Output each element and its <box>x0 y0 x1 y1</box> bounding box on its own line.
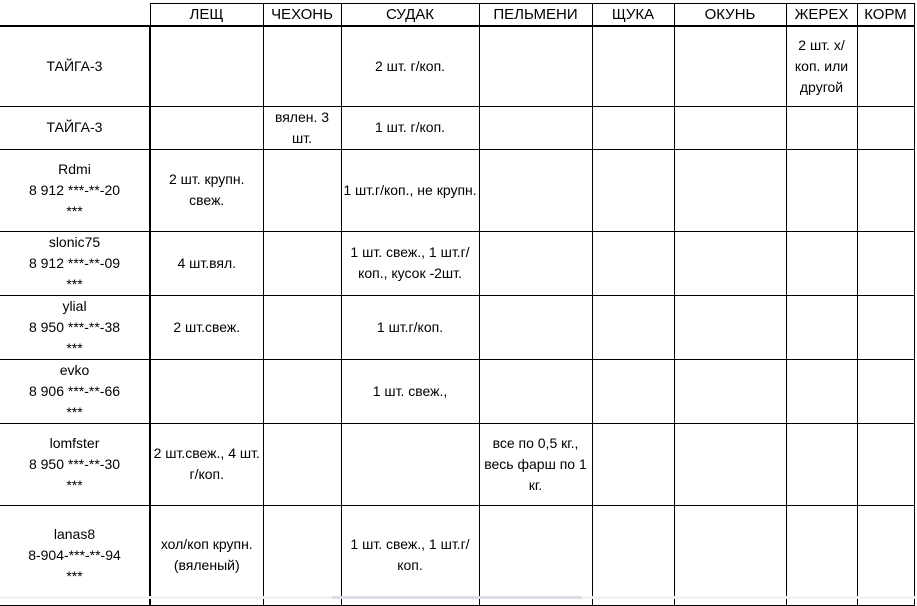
column-header-schuka[interactable]: ЩУКА <box>592 4 674 27</box>
order-cell-okun[interactable] <box>674 359 786 423</box>
order-cell-chehon[interactable] <box>263 505 341 605</box>
order-cell-lesch[interactable]: 4 шт.вял. <box>150 231 263 295</box>
order-cell-pelmeni[interactable] <box>479 26 592 106</box>
customer-nickname: lomfster <box>49 434 100 451</box>
customer-phone-suffix: *** <box>66 403 83 420</box>
customer-name-cell[interactable] <box>0 359 150 423</box>
order-cell-zhereh[interactable] <box>786 231 857 295</box>
column-header-lesch[interactable]: ЛЕЩ <box>150 4 263 27</box>
order-cell-lesch[interactable]: 2 шт.свеж., 4 шт. г/коп. <box>150 423 263 505</box>
order-cell-schuka[interactable] <box>592 295 674 359</box>
order-cell-schuka[interactable] <box>592 106 674 149</box>
order-cell-zhereh[interactable]: 2 шт. х/коп. или другой <box>786 26 857 106</box>
order-cell-okun[interactable] <box>674 295 786 359</box>
order-cell-zhereh[interactable] <box>786 106 857 149</box>
order-cell-chehon[interactable] <box>263 149 341 231</box>
order-cell-okun[interactable] <box>674 423 786 505</box>
order-cell-sudak[interactable]: 1 шт. свеж., <box>341 359 479 423</box>
customer-name-cell[interactable] <box>0 295 150 359</box>
order-cell-schuka[interactable] <box>592 149 674 231</box>
fish-order-table <box>0 3 915 606</box>
column-header-chehon[interactable]: ЧЕХОНЬ <box>263 4 341 27</box>
order-cell-korm[interactable] <box>857 423 914 505</box>
order-cell-schuka[interactable] <box>592 359 674 423</box>
customer-name-cell[interactable] <box>0 149 150 231</box>
column-header-korm[interactable]: КОРМ <box>857 4 914 27</box>
customer-nickname: slonic75 <box>48 233 101 250</box>
customer-phone: 8 950 ***-**-38 <box>28 318 121 335</box>
column-header-zhereh[interactable]: ЖЕРЕХ <box>786 4 857 27</box>
customer-phone-suffix: *** <box>66 476 83 493</box>
order-cell-sudak[interactable]: 1 шт. г/коп. <box>341 106 479 149</box>
order-cell-okun[interactable] <box>674 149 786 231</box>
customer-nickname: ТАЙГА-3 <box>46 57 103 74</box>
customer-phone-suffix: *** <box>66 339 83 356</box>
table-row <box>0 26 914 106</box>
order-cell-zhereh[interactable] <box>786 149 857 231</box>
order-cell-lesch[interactable]: хол/коп крупн. (вяленый) <box>150 505 263 605</box>
table-row <box>0 106 914 149</box>
customer-phone: 8 906 ***-**-66 <box>28 382 121 399</box>
customer-nickname: ylial <box>62 297 87 314</box>
table-row <box>0 231 914 295</box>
order-cell-pelmeni[interactable] <box>479 149 592 231</box>
order-cell-chehon[interactable] <box>263 295 341 359</box>
order-cell-chehon[interactable]: вялен. 3 шт. <box>263 106 341 149</box>
table-row <box>0 295 914 359</box>
order-cell-pelmeni[interactable] <box>479 106 592 149</box>
order-cell-okun[interactable] <box>674 106 786 149</box>
order-cell-korm[interactable] <box>857 295 914 359</box>
order-cell-zhereh[interactable] <box>786 505 857 605</box>
order-cell-sudak[interactable]: 2 шт. г/коп. <box>341 26 479 106</box>
order-cell-okun[interactable] <box>674 26 786 106</box>
customer-name-cell[interactable] <box>0 505 150 605</box>
order-cell-lesch[interactable] <box>150 359 263 423</box>
order-cell-chehon[interactable] <box>263 26 341 106</box>
customer-phone: 8 950 ***-**-30 <box>28 455 121 472</box>
order-cell-zhereh[interactable] <box>786 423 857 505</box>
customer-phone-suffix: *** <box>66 567 83 584</box>
order-cell-chehon[interactable] <box>263 359 341 423</box>
order-cell-pelmeni[interactable] <box>479 295 592 359</box>
column-header-sudak[interactable]: СУДАК <box>341 4 479 27</box>
order-cell-pelmeni[interactable] <box>479 359 592 423</box>
customer-phone: 8 912 ***-**-20 <box>28 181 121 198</box>
table-row <box>0 359 914 423</box>
order-cell-korm[interactable] <box>857 359 914 423</box>
customer-name-cell[interactable] <box>0 423 150 505</box>
order-cell-lesch[interactable]: 2 шт. крупн. свеж. <box>150 149 263 231</box>
customer-phone: 8 912 ***-**-09 <box>28 254 121 271</box>
order-cell-schuka[interactable] <box>592 26 674 106</box>
order-cell-zhereh[interactable] <box>786 359 857 423</box>
order-cell-zhereh[interactable] <box>786 295 857 359</box>
table-row <box>0 149 914 231</box>
customer-name-cell[interactable] <box>0 26 150 106</box>
order-cell-korm[interactable] <box>857 231 914 295</box>
order-cell-lesch[interactable] <box>150 106 263 149</box>
table-row <box>0 505 914 605</box>
order-cell-sudak[interactable] <box>341 423 479 505</box>
order-cell-sudak[interactable]: 1 шт.г/коп. <box>341 295 479 359</box>
order-cell-pelmeni[interactable] <box>479 231 592 295</box>
order-cell-okun[interactable] <box>674 505 786 605</box>
customer-name-cell[interactable] <box>0 106 150 149</box>
order-cell-chehon[interactable] <box>263 423 341 505</box>
customer-name-cell[interactable] <box>0 231 150 295</box>
order-cell-sudak[interactable]: 1 шт.г/коп., не крупн. <box>341 149 479 231</box>
header-corner-cell[interactable] <box>0 4 150 27</box>
header-row <box>0 4 914 27</box>
customer-nickname: ТАЙГА-3 <box>46 119 103 135</box>
customer-nickname: Rdmi <box>58 160 91 177</box>
order-cell-korm[interactable] <box>857 149 914 231</box>
order-cell-sudak[interactable]: 1 шт. свеж., 1 шт.г/коп., кусок -2шт. <box>341 231 479 295</box>
customer-phone: 8-904-***-**-94 <box>28 546 121 563</box>
order-cell-pelmeni[interactable]: все по 0,5 кг., весь фарш по 1 кг. <box>479 423 592 505</box>
order-cell-korm[interactable] <box>857 505 914 605</box>
customer-phone-suffix: *** <box>66 275 83 292</box>
order-cell-schuka[interactable] <box>592 231 674 295</box>
customer-phone-suffix: *** <box>66 202 83 219</box>
order-cell-schuka[interactable] <box>592 423 674 505</box>
order-cell-chehon[interactable] <box>263 231 341 295</box>
column-header-okun[interactable]: ОКУНЬ <box>674 4 786 27</box>
order-cell-schuka[interactable] <box>592 505 674 605</box>
order-cell-sudak[interactable]: 1 шт. свеж., 1 шт.г/коп. <box>341 505 479 605</box>
order-cell-korm[interactable] <box>857 106 914 149</box>
table-row <box>0 423 914 505</box>
order-cell-korm[interactable] <box>857 26 914 106</box>
column-header-pelmeni[interactable]: ПЕЛЬМЕНИ <box>479 4 592 27</box>
customer-nickname: evko <box>59 361 90 378</box>
customer-nickname: lanas8 <box>53 525 96 542</box>
order-cell-lesch[interactable]: 2 шт.свеж. <box>150 295 263 359</box>
order-cell-lesch[interactable] <box>150 26 263 106</box>
order-cell-okun[interactable] <box>674 231 786 295</box>
order-cell-pelmeni[interactable] <box>479 505 592 605</box>
